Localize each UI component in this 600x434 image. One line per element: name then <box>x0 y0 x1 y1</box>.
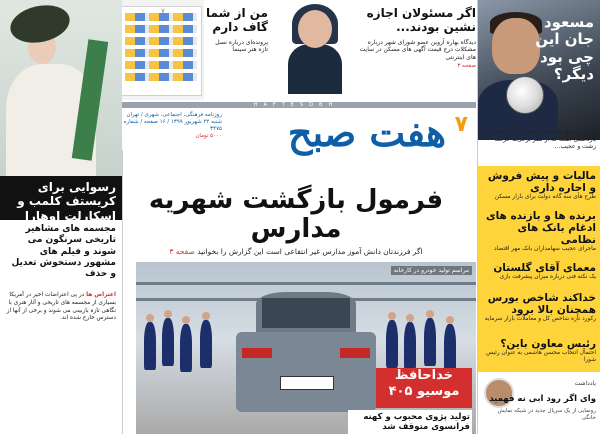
right-headline[interactable]: مسعود جان این چی بود دیگر؟ <box>535 13 594 83</box>
left-subheadline-block <box>0 222 122 282</box>
feature-title: خداحافظ موسیو ۴۰۵ <box>388 368 460 400</box>
left-subheadline: مجسمه های مشاهیر تاریخی سرنگون می شوند و فیلم های مشهور دستخوش تعدیل و حذف <box>11 224 116 279</box>
right-top-photo <box>478 0 600 140</box>
left-tag: اعتراض ها <box>86 292 116 298</box>
list-item-body: طرح های سه گانه دولت برای بازار مسکن <box>494 194 596 201</box>
left-photo <box>0 0 122 176</box>
feature-box[interactable] <box>376 368 472 408</box>
list-item-head: مالیات و پیش فروش و اجاره داری <box>487 170 596 195</box>
masthead-price: ۵۰۰۰ تومان <box>195 133 222 140</box>
masthead <box>116 100 476 155</box>
note-subtitle: رونمایی از یک سریال جدید در شبکه نمایش خانگی <box>497 408 596 421</box>
left-banner-title: رسوایی برای کریستف کلمب و اسکارلت اوهارا <box>17 180 116 223</box>
left-body-text <box>0 290 122 325</box>
top-strip <box>116 0 476 100</box>
list-item[interactable] <box>482 262 596 281</box>
list-item-head: رئیس معاون باین؟ <box>500 338 596 350</box>
list-item-head: خداکند شاخص بورس همچنان بالا برود <box>487 292 596 317</box>
main-subheadline <box>116 247 476 256</box>
top-story-3-head: من از شما گاف دارم <box>206 6 268 35</box>
top-story-1-head: اگر مسئولان اجازه نشین بودند... <box>366 6 476 35</box>
main-sub-text: اگر فرزندتان دانش آموز مدارس غیر انتفاعی است این گزارش را بخوانید <box>197 247 423 257</box>
list-item-body: یک نکته فنی درباره میزان پیشرفت بازی <box>499 274 596 281</box>
top-story-3-body: پرونده‌ای درباره نسل تازه هنر سینما <box>215 38 268 54</box>
right-column <box>478 0 600 434</box>
right-bottom-note <box>478 374 600 434</box>
left-black-banner[interactable] <box>0 176 122 223</box>
right-caption: کاپیتان سابق تیم ملی و ستاره بازیگری در بازداشتی است که از نظر برخی‌ها حرکت زشت و عجیب... <box>492 128 596 150</box>
list-item-body: احتمال انتخاب محسن هاشمی به عنوان رئیس شورا <box>486 350 596 364</box>
photo-caption: مراسم تولید خودرو در کارخانه <box>391 266 472 275</box>
top-story-calendar <box>116 0 204 100</box>
page-ref: صفحه ۳ <box>457 63 476 70</box>
woman-portrait <box>288 4 342 94</box>
right-news-list <box>478 166 600 372</box>
page-number: ۷ <box>161 7 165 15</box>
list-item-head: برنده ها و بازنده های ادغام بانک های نظامی <box>485 210 596 247</box>
top-story-3[interactable] <box>206 0 268 100</box>
list-item[interactable] <box>482 292 596 323</box>
tail-light-left <box>242 348 272 358</box>
list-item-body: رکورد تازه شاخص کل و معاملات بازار سرمایه <box>484 316 596 323</box>
newspaper-logo[interactable]: هفت صبح <box>287 110 446 155</box>
masthead-number: ۷ <box>454 112 468 137</box>
feature-subtitle: تولید پژوی محبوب و کهنه فرانسوی متوقف شد <box>348 410 472 434</box>
calendar-graphic <box>120 6 202 96</box>
page-ref: صفحه ۳ <box>169 247 195 257</box>
car <box>236 292 376 422</box>
note-title[interactable]: وای اگر رود ابی نه فهمید <box>489 394 596 404</box>
list-item[interactable] <box>482 338 596 365</box>
list-item[interactable] <box>482 170 596 201</box>
masthead-info-text: روزنامه فرهنگی، اجتماعی، شهری / تهران شنبه ۲۲ شهریور ۱۳۹۹ / ۱۶ صفحه / شماره ۳۴۷۵ <box>123 112 222 133</box>
left-body <box>0 290 122 325</box>
license-plate <box>280 376 334 390</box>
list-item[interactable] <box>482 210 596 253</box>
main-photo <box>136 262 476 434</box>
tail-light-right <box>340 348 370 358</box>
list-item-head: معمای آقای گلستان <box>493 262 596 274</box>
top-story-photo <box>270 0 356 100</box>
main-headline: فرمول بازگشت شهریه مدارس <box>148 185 444 244</box>
main-headline-block[interactable] <box>116 185 476 257</box>
list-item-body: ماجرای عجیب سهامداران بانک مهر اقتصاد <box>493 246 596 253</box>
masthead-info <box>122 112 222 141</box>
masthead-strip: HAFTESOBH <box>116 102 476 108</box>
top-story-1-body: دیدگاه بهاره آروین عضو شورای شهر درباره مشکلات درج قیمت آگهی های مسکن در سایت های اینترنتی <box>359 38 476 61</box>
left-column <box>0 0 122 434</box>
left-body-copy: در پی اعتراضات اخیر در آمریکا بسیاری از مجسمه های تاریخی و آثار هنری با نگاهی تازه بازبینی می شوند و برخی از آنها از دسترس خارج شده اند. <box>6 292 116 322</box>
note-label: یادداشت <box>574 380 596 387</box>
top-story-1[interactable] <box>358 0 476 100</box>
